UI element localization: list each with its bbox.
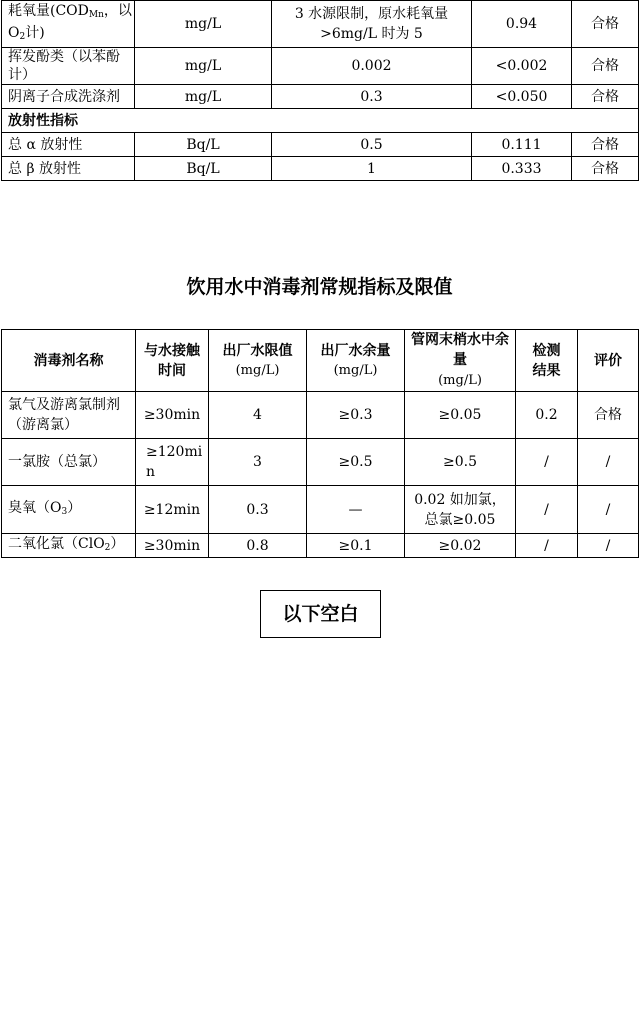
item-name: 阴离子合成洗涤剂	[2, 85, 135, 109]
header-result: 检测结果	[516, 330, 578, 392]
contact-time: ≥30min	[136, 392, 209, 439]
table-row	[2, 48, 639, 85]
disinfectant-name: 臭氧$(O_3)$	[2, 486, 136, 534]
eval-value: 合格	[578, 392, 639, 439]
item-result: 0.333	[472, 157, 572, 181]
section-heading: 饮用水中消毒剂常规指标及限值	[186, 276, 453, 298]
item-result: <0.002	[472, 48, 572, 85]
network-value: ≥0.5	[405, 439, 516, 486]
header-residual: 出厂水余量 (mg/L)	[307, 330, 405, 392]
item-limit: 0.3	[272, 85, 472, 109]
section-row	[2, 109, 639, 133]
contact-time: ≥120min	[136, 439, 209, 486]
disinfectant-name: 二氧化氯（ClO$_2$）	[2, 534, 136, 558]
limit-value: 0.3	[209, 486, 307, 534]
contact-time: ≥12min	[136, 486, 209, 534]
contact-time: ≥30min	[136, 534, 209, 558]
disinfectant-name: 一氯胺（总氯）	[2, 439, 136, 486]
item-eval: 合格	[572, 85, 639, 109]
item-limit: 0.002	[272, 48, 472, 85]
water-quality-table	[1, 0, 639, 181]
item-result: 0.94	[472, 1, 572, 48]
result-value: 0.2	[516, 392, 578, 439]
residual-value: —	[307, 486, 405, 534]
table-row	[2, 157, 639, 181]
item-limit: 1	[272, 157, 472, 181]
eval-value: /	[578, 439, 639, 486]
network-value: ≥0.05	[405, 392, 516, 439]
item-eval: 合格	[572, 48, 639, 85]
table-row	[2, 1, 639, 48]
table-row	[2, 85, 639, 109]
item-eval: 合格	[572, 1, 639, 48]
header-row	[2, 330, 639, 392]
item-unit: Bq/L	[135, 133, 272, 157]
blank-below-box: 以下空白	[260, 590, 381, 638]
residual-value: ≥0.5	[307, 439, 405, 486]
table-row	[2, 392, 639, 439]
table-row	[2, 133, 639, 157]
disinfectant-table	[1, 329, 639, 558]
item-result: <0.050	[472, 85, 572, 109]
header-contact: 与水接触时间	[136, 330, 209, 392]
header-name: 消毒剂名称	[2, 330, 136, 392]
result-value: /	[516, 439, 578, 486]
item-name: 总 α 放射性	[2, 133, 135, 157]
network-value: ≥0.02	[405, 534, 516, 558]
table-row	[2, 534, 639, 558]
disinfectant-name: 氯气及游离氯制剂（游离氯）	[2, 392, 136, 439]
header-limit: 出厂水限值 (mg/L)	[209, 330, 307, 392]
table-row	[2, 439, 639, 486]
table-row	[2, 486, 639, 534]
limit-value: 4	[209, 392, 307, 439]
residual-value: ≥0.3	[307, 392, 405, 439]
header-network: 管网末梢水中余量 (mg/L)	[405, 330, 516, 392]
item-limit: 3 水源限制，原水耗氧量>6mg/L 时为 5	[272, 1, 472, 48]
item-limit: 0.5	[272, 133, 472, 157]
item-name: 耗氧量($COD_{Mn}$，以 $O_2$计)	[2, 1, 135, 48]
item-name: 总 β 放射性	[2, 157, 135, 181]
item-eval: 合格	[572, 133, 639, 157]
residual-value: ≥0.1	[307, 534, 405, 558]
item-unit: mg/L	[135, 85, 272, 109]
limit-value: 3	[209, 439, 307, 486]
item-name: 挥发酚类（以苯酚计）	[2, 48, 135, 85]
item-eval: 合格	[572, 157, 639, 181]
limit-value: 0.8	[209, 534, 307, 558]
item-unit: Bq/L	[135, 157, 272, 181]
header-eval: 评价	[578, 330, 639, 392]
result-value: /	[516, 486, 578, 534]
section-title: 放射性指标	[2, 109, 639, 133]
item-unit: mg/L	[135, 1, 272, 48]
eval-value: /	[578, 486, 639, 534]
network-value: 0.02 如加氯，总氯≥0.05	[405, 486, 516, 534]
result-value: /	[516, 534, 578, 558]
item-unit: mg/L	[135, 48, 272, 85]
item-result: 0.111	[472, 133, 572, 157]
eval-value: /	[578, 534, 639, 558]
